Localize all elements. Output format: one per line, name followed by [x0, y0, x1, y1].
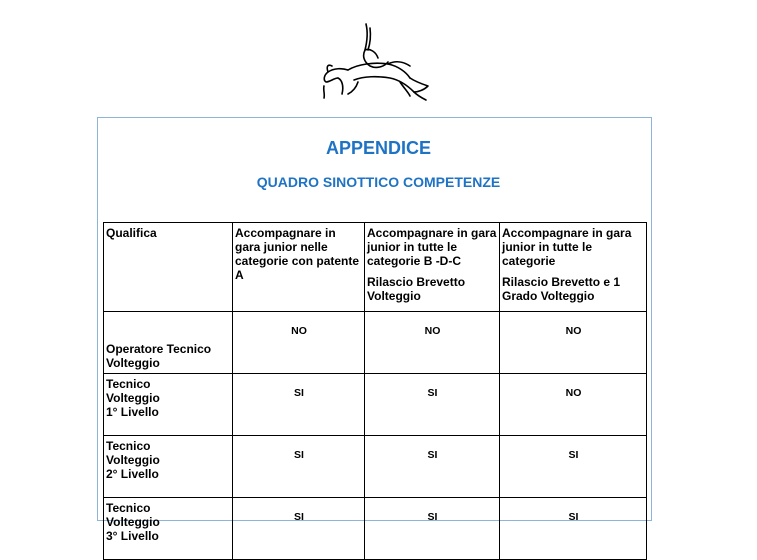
- header-qualifica: Qualifica: [104, 223, 233, 312]
- header-tutte-categorie: [500, 223, 647, 312]
- row-qualifica: [104, 374, 233, 436]
- qualifica-line: Volteggio: [106, 453, 160, 467]
- qualifica-line: Tecnico: [106, 439, 151, 453]
- table-row: [104, 498, 647, 560]
- cell-value: SI: [365, 498, 500, 560]
- table-row: [104, 374, 647, 436]
- row-qualifica: [104, 498, 233, 560]
- qualifica-line: Tecnico: [106, 501, 151, 515]
- header-rilascio-grado: Rilascio Brevetto e 1 Grado Volteggio: [502, 275, 621, 303]
- cell-value: NO: [233, 312, 365, 374]
- qualifica-line: Tecnico: [106, 377, 151, 391]
- cell-value: SI: [233, 374, 365, 436]
- row-qualifica: [104, 436, 233, 498]
- qualifica-line: 3° Livello: [106, 529, 159, 543]
- qualifica-line: 2° Livello: [106, 467, 159, 481]
- header-tutte-categorie-text: Accompagnare in gara junior in tutte le categorie: [502, 226, 632, 268]
- cell-value: SI: [233, 436, 365, 498]
- page-subtitle: QUADRO SINOTTICO COMPETENZE: [256, 174, 501, 190]
- cell-value: SI: [500, 436, 647, 498]
- table-row: [104, 436, 647, 498]
- cell-value: SI: [365, 436, 500, 498]
- header-categorie-bdc-text: Accompagnare in gara junior in tutte le categorie B -D-C: [367, 226, 497, 268]
- competence-table: [103, 222, 647, 560]
- qualifica-line: Volteggio: [106, 391, 160, 405]
- qualifica-line: Volteggio: [106, 515, 160, 529]
- cell-value: SI: [233, 498, 365, 560]
- cell-value: NO: [500, 312, 647, 374]
- header-patente-a: Accompagnare in gara junior nelle categorie con patente A: [233, 223, 365, 312]
- row-qualifica: Operatore Tecnico Volteggio: [104, 312, 233, 374]
- horse-vaulting-logo: [318, 20, 433, 102]
- table-row: [104, 312, 647, 374]
- page-title: APPENDICE: [325, 138, 432, 158]
- cell-value: SI: [500, 498, 647, 560]
- header-rilascio-brevetto: Rilascio Brevetto Volteggio: [367, 275, 466, 303]
- cell-value: SI: [365, 374, 500, 436]
- header-categorie-bdc: [365, 223, 500, 312]
- qualifica-line: 1° Livello: [106, 405, 159, 419]
- cell-value: NO: [500, 374, 647, 436]
- table-header-row: [104, 223, 647, 312]
- cell-value: NO: [365, 312, 500, 374]
